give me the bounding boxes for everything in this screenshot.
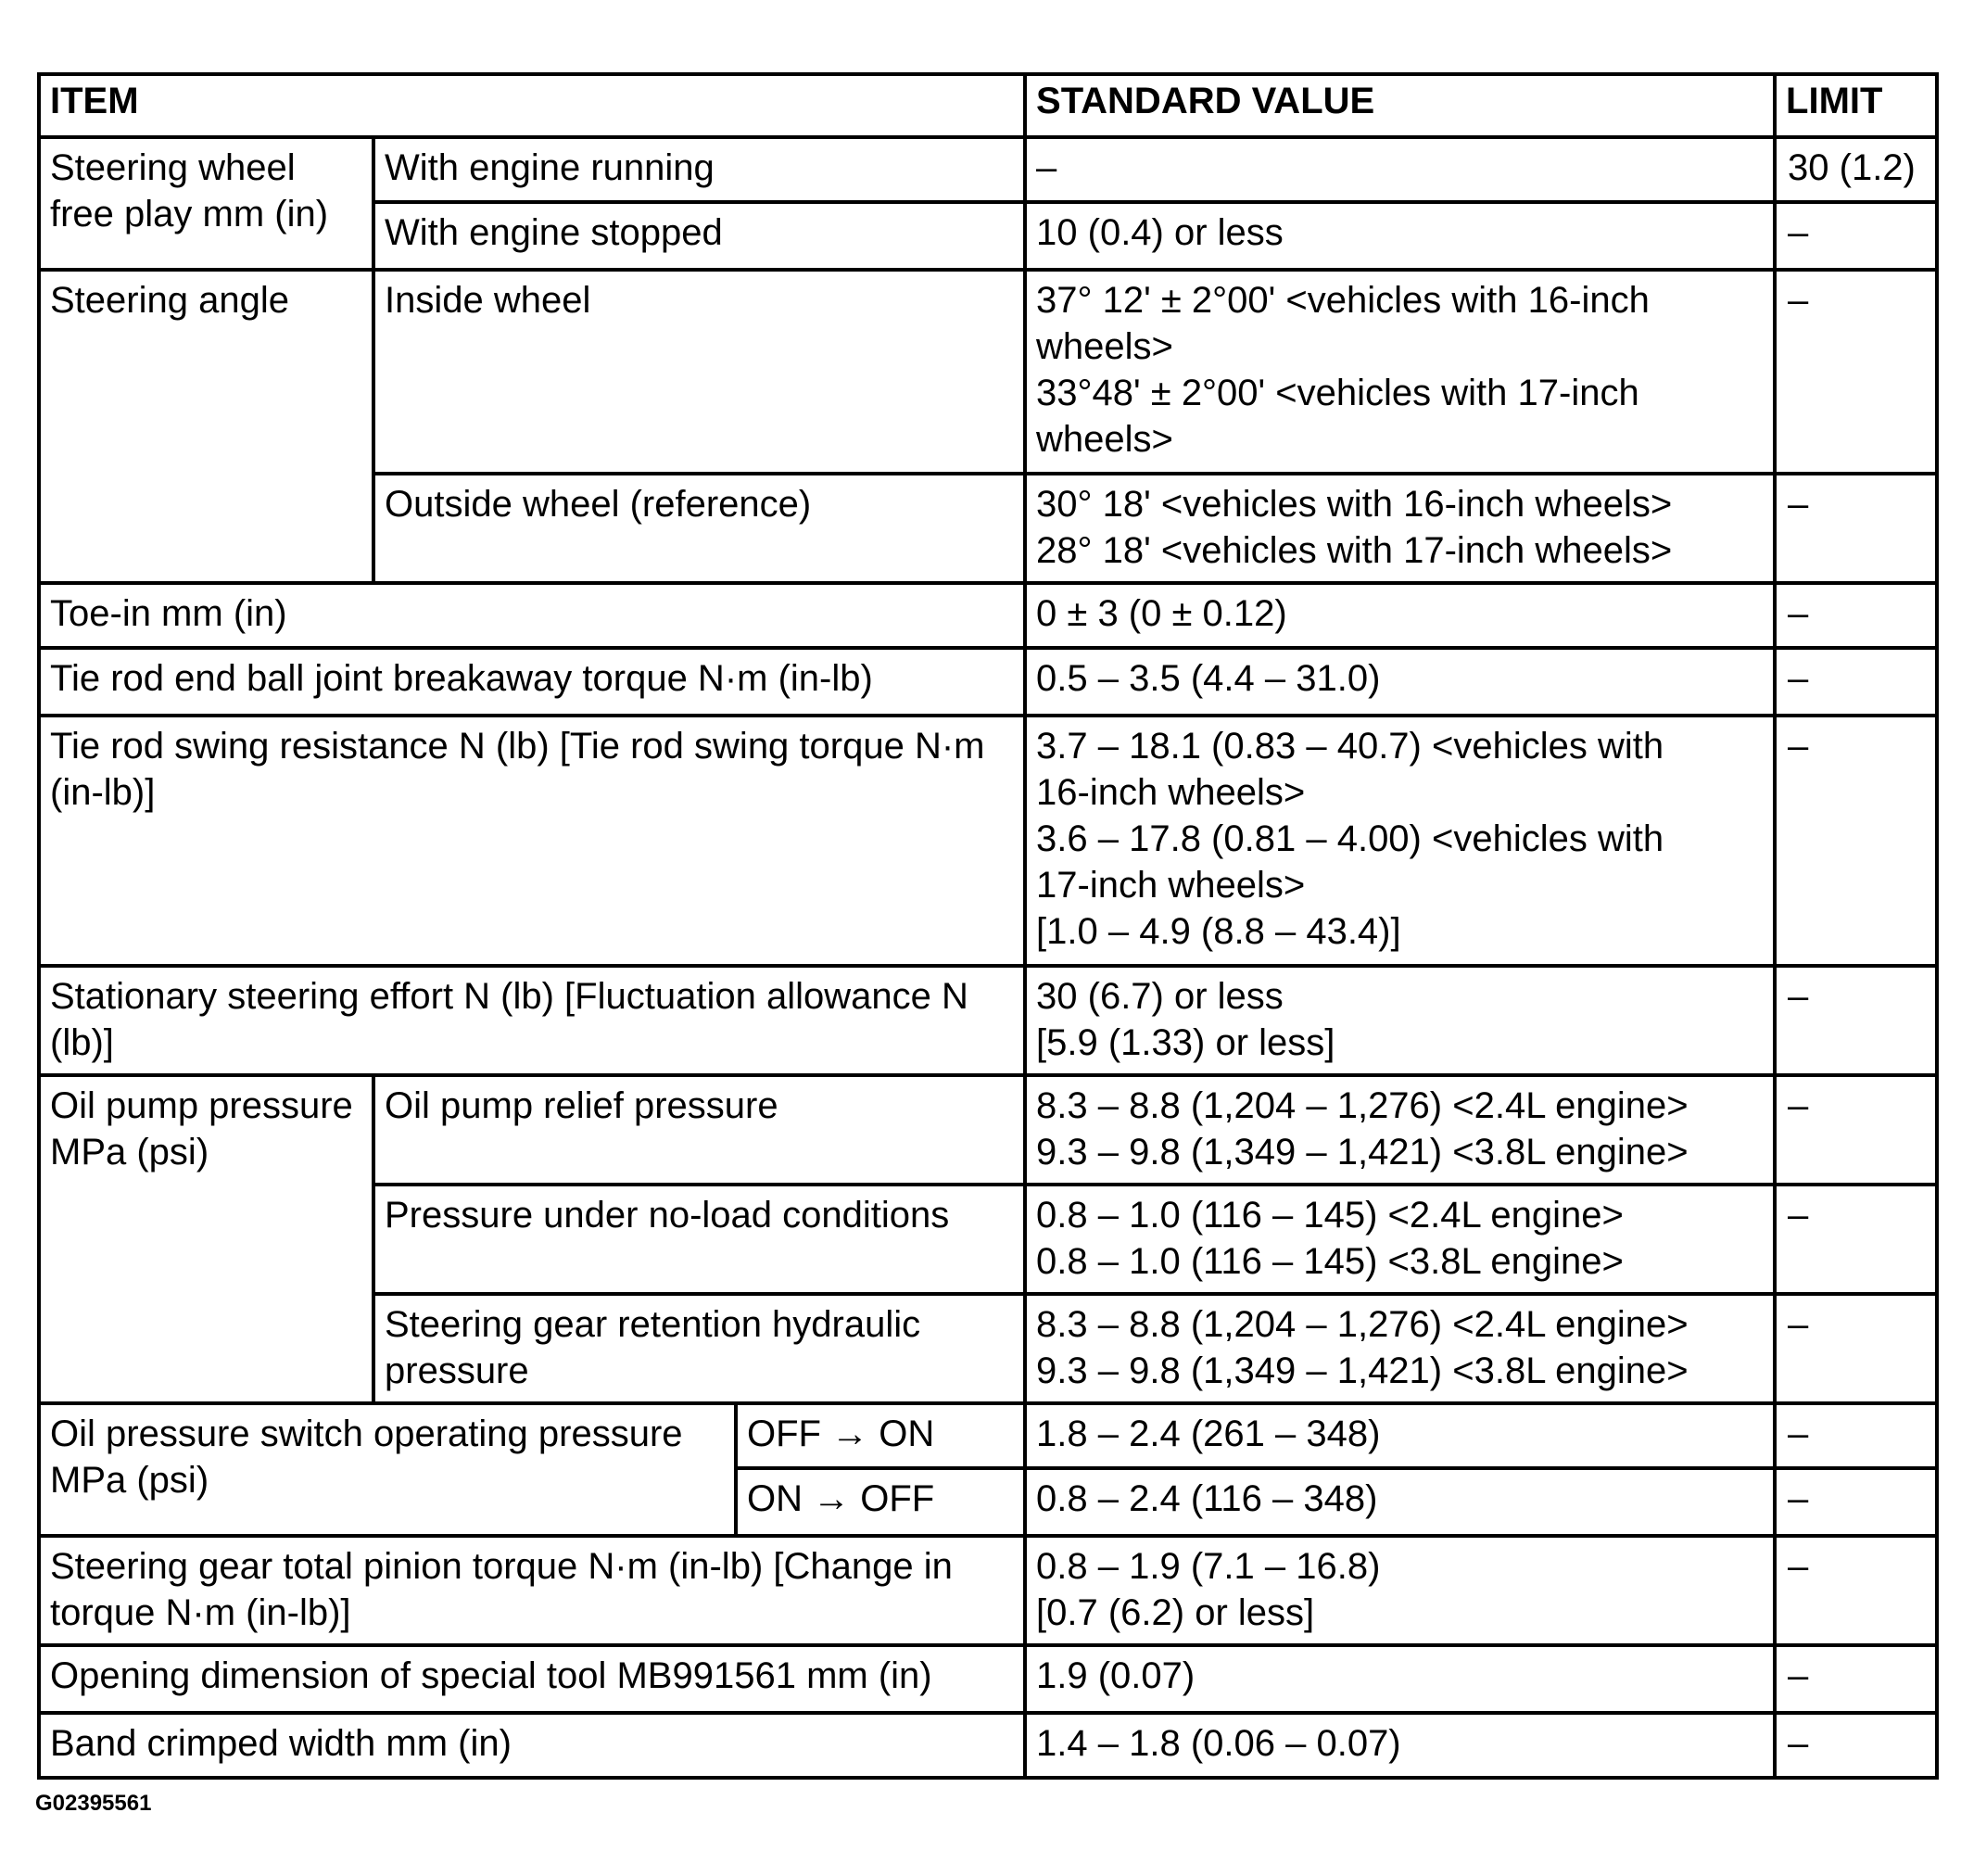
limit-value: – [1775, 1468, 1937, 1536]
standard-value [1025, 966, 1775, 1075]
sub-item-label: ON → OFF [736, 1468, 1025, 1536]
limit-value: – [1775, 474, 1937, 583]
sub-item-label: Pressure under no-load conditions [373, 1185, 1025, 1294]
limit-value: – [1775, 1294, 1937, 1403]
table-row [39, 1403, 1937, 1468]
standard-value [1025, 1294, 1775, 1403]
header-row [39, 74, 1937, 137]
limit-value: – [1775, 1075, 1937, 1185]
sub-item-label: Inside wheel [373, 270, 1025, 474]
value-line: 30° 18' <vehicles with 16-inch wheels> [1036, 484, 1673, 525]
standard-value [1025, 270, 1775, 474]
value-line: 9.3 – 9.8 (1,349 – 1,421) <3.8L engine> [1036, 1132, 1689, 1172]
item-label: Tie rod end ball joint breakaway torque N·m (in-lb) [39, 648, 1025, 716]
standard-value: 1.9 (0.07) [1025, 1645, 1775, 1713]
standard-value: 0 ± 3 (0 ± 0.12) [1025, 583, 1775, 648]
table-row [39, 1645, 1937, 1713]
value-line: 30 (6.7) or less [1036, 976, 1284, 1017]
item-label: Oil pump pressure MPa (psi) [39, 1075, 373, 1403]
value-line: 3.6 – 17.8 (0.81 – 4.00) <vehicles with [1036, 818, 1664, 859]
limit-value: – [1775, 1645, 1937, 1713]
value-line: wheels> [1036, 326, 1173, 367]
item-label: Oil pressure switch operating pressure MPa (psi) [39, 1403, 736, 1536]
value-line: 8.3 – 8.8 (1,204 – 1,276) <2.4L engine> [1036, 1085, 1689, 1126]
sub-item-label: OFF → ON [736, 1403, 1025, 1468]
value-line: 17-inch wheels> [1036, 865, 1306, 906]
value-line: 28° 18' <vehicles with 17-inch wheels> [1036, 530, 1673, 571]
table-row [39, 716, 1937, 966]
item-label: Stationary steering effort N (lb) [Fluctuation allowance N (lb)] [39, 966, 1025, 1075]
table-row [39, 270, 1937, 474]
value-line: [0.7 (6.2) or less] [1036, 1592, 1315, 1633]
standard-value: 10 (0.4) or less [1025, 202, 1775, 270]
standard-value: 1.4 – 1.8 (0.06 – 0.07) [1025, 1713, 1775, 1778]
limit-value: – [1775, 716, 1937, 966]
table-row [39, 1075, 1937, 1185]
value-line: 16-inch wheels> [1036, 772, 1306, 813]
table-row [39, 1713, 1937, 1778]
limit-value: – [1775, 583, 1937, 648]
value-line: 9.3 – 9.8 (1,349 – 1,421) <3.8L engine> [1036, 1350, 1689, 1391]
standard-value [1025, 1075, 1775, 1185]
limit-value: 30 (1.2) [1775, 137, 1937, 202]
standard-value [1025, 716, 1775, 966]
table-row [39, 583, 1937, 648]
standard-value [1025, 1185, 1775, 1294]
table-row [39, 648, 1937, 716]
standard-value: 0.8 – 2.4 (116 – 348) [1025, 1468, 1775, 1536]
item-label: Opening dimension of special tool MB991561 mm (in) [39, 1645, 1025, 1713]
limit-value: – [1775, 966, 1937, 1075]
item-label: Steering gear total pinion torque N·m (in-lb) [Change in torque N·m (in-lb)] [39, 1536, 1025, 1645]
sub-item-label: With engine running [373, 137, 1025, 202]
figure-id: G02395561 [35, 1791, 152, 1816]
sub-item-label: With engine stopped [373, 202, 1025, 270]
standard-value: 1.8 – 2.4 (261 – 348) [1025, 1403, 1775, 1468]
value-line: 8.3 – 8.8 (1,204 – 1,276) <2.4L engine> [1036, 1304, 1689, 1345]
sub-item-label: Outside wheel (reference) [373, 474, 1025, 583]
table-row [39, 966, 1937, 1075]
standard-value [1025, 1536, 1775, 1645]
limit-value: – [1775, 648, 1937, 716]
item-label: Band crimped width mm (in) [39, 1713, 1025, 1778]
value-line: 0.8 – 1.9 (7.1 – 16.8) [1036, 1546, 1381, 1587]
value-line: 0.8 – 1.0 (116 – 145) <3.8L engine> [1036, 1241, 1624, 1282]
table-row [39, 1536, 1937, 1645]
header-standard-value: STANDARD VALUE [1025, 74, 1775, 137]
standard-value [1025, 474, 1775, 583]
value-line: [5.9 (1.33) or less] [1036, 1022, 1335, 1063]
limit-value: – [1775, 202, 1937, 270]
standard-value: – [1025, 137, 1775, 202]
standard-value: 0.5 – 3.5 (4.4 – 31.0) [1025, 648, 1775, 716]
value-line: [1.0 – 4.9 (8.8 – 43.4)] [1036, 911, 1401, 952]
table-row [39, 137, 1937, 202]
value-line: 33°48' ± 2°00' <vehicles with 17-inch [1036, 373, 1639, 413]
item-label: Steering wheel free play mm (in) [39, 137, 373, 270]
value-line: wheels> [1036, 419, 1173, 460]
limit-value: – [1775, 1403, 1937, 1468]
item-label: Steering angle [39, 270, 373, 583]
limit-value: – [1775, 1185, 1937, 1294]
value-line: 37° 12' ± 2°00' <vehicles with 16-inch [1036, 280, 1650, 321]
item-label: Toe-in mm (in) [39, 583, 1025, 648]
item-label: Tie rod swing resistance N (lb) [Tie rod swing torque N·m (in-lb)] [39, 716, 1025, 966]
value-line: 0.8 – 1.0 (116 – 145) <2.4L engine> [1036, 1195, 1624, 1236]
header-item: ITEM [39, 74, 1025, 137]
limit-value: – [1775, 270, 1937, 474]
value-line: 3.7 – 18.1 (0.83 – 40.7) <vehicles with [1036, 726, 1664, 767]
limit-value: – [1775, 1713, 1937, 1778]
sub-item-label: Oil pump relief pressure [373, 1075, 1025, 1185]
limit-value: – [1775, 1536, 1937, 1645]
specification-table [37, 72, 1939, 1780]
sub-item-label: Steering gear retention hydraulic pressure [373, 1294, 1025, 1403]
header-limit: LIMIT [1775, 74, 1937, 137]
